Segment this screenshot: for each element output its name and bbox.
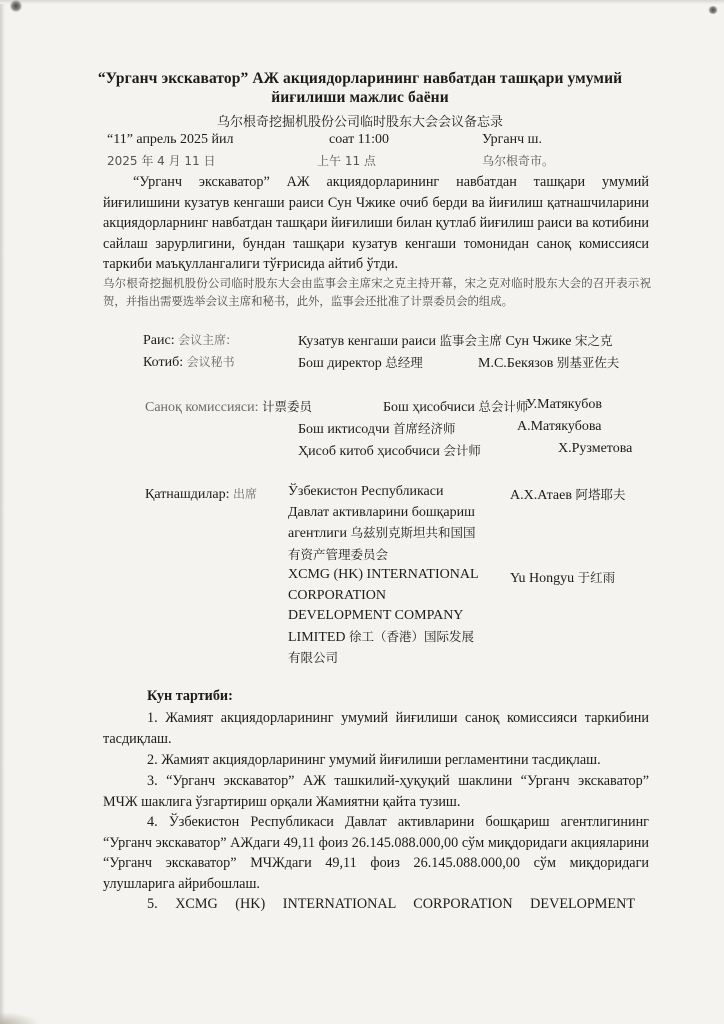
secretary-position-cn: 总经理 (385, 355, 423, 370)
org-line: CORPORATION (288, 587, 387, 603)
secretary-label: Котиб: (143, 355, 184, 370)
commission-label: Саноқ комиссияси: (145, 400, 259, 415)
commission-member-3-name: Х.Рузметова (558, 441, 633, 456)
secretary-value (298, 353, 423, 372)
org-line-text: LIMITED (288, 629, 346, 645)
participant-2-org (288, 565, 508, 669)
meeting-time-cn: 上午 11 点 (317, 154, 376, 168)
secretary-position: Бош директор (298, 356, 382, 371)
org-line-cn: 有资产管理委员会 (288, 546, 389, 562)
org-line: Давлат активларини бошқариш (288, 504, 475, 520)
commission-label-cn: 计票委员 (261, 399, 312, 414)
commission-label-group (145, 397, 312, 416)
commission-member-1-name: У.Матякубов (526, 397, 602, 412)
member-role-cn: 总会计师 (478, 399, 529, 414)
scan-smudge (0, 1012, 40, 1024)
punch-hole-mark (10, 0, 22, 12)
participant-name-cn: 于红雨 (577, 570, 616, 585)
org-line: DEVELOPMENT COMPANY (288, 608, 464, 623)
participants-label-group (145, 485, 257, 503)
participant-name: А.Х.Атаев (510, 488, 572, 503)
intro-paragraph-cn: 乌尔根奇挖掘机股份公司临时股东大会由监事会主席宋之克主持开幕，宋之克对临时股东大会的召开表示祝贺，并指出需要选举会议主席和秘书，此外，监事会还批准了计票委员会的组成。 (103, 276, 651, 308)
chair-label-cn: 会议主席: (178, 333, 231, 347)
chair-value (298, 331, 612, 350)
agenda-item-1: 1. Жамият акциядорларининг умумий йиғилиши саноқ комиссияси таркибини тасдиқлаш. (103, 710, 649, 747)
org-line-cn: 乌兹别克斯坦共和国国 (350, 525, 476, 540)
agenda-heading: Кун тартиби: (147, 688, 233, 704)
org-line (288, 523, 503, 545)
participant-1-org (288, 482, 503, 565)
chair-position: Кузатув кенгаши раиси (298, 334, 437, 349)
meeting-time: соат 11:00 (329, 132, 390, 147)
punch-hole-mark (708, 6, 718, 14)
title-chinese: 乌尔根奇挖掘机股份公司临时股东大会会议备忘录 (216, 115, 503, 130)
chair-name-cn: 宋之克 (574, 333, 613, 348)
member-role-cn: 首席经济师 (393, 421, 456, 436)
meeting-date-cn: 2025 年 4 月 11 日 (107, 154, 216, 168)
org-line-text: агентлиги (288, 526, 347, 541)
secretary-row (143, 353, 235, 371)
org-line: XCMG (HK) INTERNATIONAL (288, 567, 479, 582)
commission-member-2 (298, 419, 456, 438)
agenda-item-4: 4. Ўзбекистон Республикаси Давлат активларини бошқариш агентлигининг “Урганч экскаватор” АЖдаги 49,11 фоиз 26.145.088.000,00 сўм миқдоридаги акцияларини “Урганч экскаватор” МЧЖдаги 49,11 фоиз 26.145.088.000,00 сўм миқдоридаги улушларига айрибошлаш. (103, 814, 649, 892)
commission-member-3 (298, 441, 481, 460)
title-line-2: йиғилиши мажлис баёни (271, 89, 449, 106)
document-title (90, 70, 630, 107)
agenda-item-5: 5. XCMG (HK) INTERNATIONAL CORPORATION DEVELOPMENT (147, 896, 635, 912)
org-line: Ўзбекистон Республикаси (288, 484, 444, 499)
member-role: Бош иктисодчи (298, 422, 390, 437)
page-edge-shadow (0, 0, 5, 1024)
agenda-item-3: 3. “Урганч экскаватор” АЖ ташкилий-ҳуқуқий шаклини “Урганч экскаватор” МЧЖ шаклига ўзгартириш орқали Жамиятни қайта тузиш. (103, 773, 649, 810)
secretary-name-cn: 别基亚佐夫 (556, 355, 620, 370)
secretary-name: М.С.Бекязов (478, 356, 554, 371)
commission-member-1 (383, 397, 528, 416)
org-line-cn: 有限公司 (288, 650, 339, 665)
agenda-item-2: 2. Жамият акциядорларининг умумий йиғилиши регламентини тасдиқлаш. (147, 752, 601, 768)
participant-name-cn: 阿塔耶夫 (575, 487, 626, 502)
secretary-name-group (478, 353, 619, 372)
intro-paragraph: “Урганч экскаватор” АЖ акциядорларининг навбатдан ташқари умумий йиғилишини кузатув кенгаши раиси Сун Чжике очиб берди ва йиғилиш қатнашчиларини акциядорларнинг навбатдан ташқари йиғилиши билан қутлаб йиғилиш раиси ва котибини сайлаш зарурлигини, бундан ташқари кузатув кенгаши томонидан саноқ комиссияси таркиби маъқуллангалиги тўғрисида айтиб ўтди. (103, 174, 649, 272)
participant-name: Yu Hongyu (510, 571, 575, 586)
page-top-shadow (0, 0, 724, 4)
participants-label: Қатнашдилар: (145, 487, 230, 502)
member-role: Ҳисоб китоб ҳисобчиси (298, 444, 440, 459)
participant-2-rep (510, 568, 615, 587)
commission-member-2-name: А.Матякубова (517, 419, 602, 434)
secretary-label-cn: 会议秘书 (186, 355, 235, 369)
meeting-date: “11” апрель 2025 йил (107, 132, 234, 147)
chair-position-cn: 监事会主席 (439, 333, 503, 348)
member-role: Бош ҳисобчиси (383, 400, 475, 415)
org-line (288, 627, 508, 649)
chair-row (143, 331, 230, 349)
chair-label: Раис: (143, 333, 175, 348)
org-line-cn: 徐工（香港）国际发展 (349, 628, 475, 644)
chair-name: Сун Чжике (505, 334, 572, 349)
meeting-place: Урганч ш. (482, 132, 542, 147)
meeting-place-cn: 乌尔根奇市。 (482, 154, 555, 168)
participants-label-cn: 出席 (233, 487, 258, 501)
participant-1-rep (510, 485, 625, 504)
title-line-1: “Урганч экскаватор” АЖ акциядорларининг навбатдан ташқари умумий (97, 70, 623, 87)
member-role-cn: 会计师 (443, 443, 481, 458)
